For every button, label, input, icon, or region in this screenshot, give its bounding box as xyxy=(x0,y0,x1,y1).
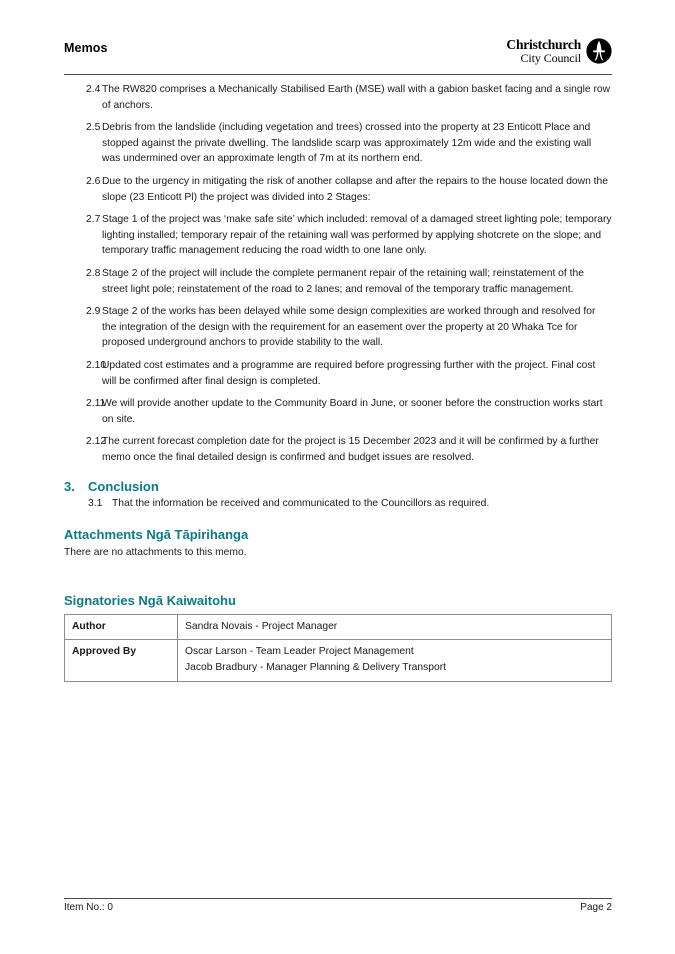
header-divider xyxy=(64,74,612,75)
paragraph-number: 2.7 xyxy=(86,214,101,226)
row-label: Approved By xyxy=(65,640,178,682)
row-label: Author xyxy=(65,614,178,639)
paragraph-number: 2.4 xyxy=(86,84,101,95)
numbered-paragraph xyxy=(64,82,612,113)
section-heading-signatories: Signatories Ngā Kaiwaitohu xyxy=(64,592,236,608)
page-title: Memos xyxy=(64,41,108,55)
numbered-paragraph xyxy=(64,396,612,427)
paragraph-number: 2.10 xyxy=(86,359,107,371)
footer-divider xyxy=(64,898,612,899)
paragraph-text: Updated cost estimates and a programme are required before progressing further with the project. Final cost will be confirmed after final design is completed. xyxy=(102,359,596,387)
paragraph-text: Stage 1 of the project was ‘make safe site’ which included: removal of a damaged street lighting pole; temporary lighting installed; temporary repair of the retaining wall was performed by applying shotcrete on the slope; and temporary traffic management reducing the road width to one lane only. xyxy=(102,214,612,257)
brand-name-line1: Christchurch xyxy=(506,37,581,52)
paragraph-number: 2.9 xyxy=(86,306,101,318)
paragraph-number: 2.8 xyxy=(86,267,101,279)
numbered-paragraph xyxy=(64,434,612,465)
section-label: Conclusion xyxy=(88,479,159,495)
numbered-paragraph xyxy=(64,358,612,389)
numbered-paragraph xyxy=(64,212,612,259)
table-row xyxy=(65,640,612,682)
christchurch-city-council-logo-icon xyxy=(586,38,612,64)
paragraph-text: Debris from the landslide (including vegetation and trees) crossed into the property at 23 Enticott Place and stopped against the private dwelling. The landslide scarp was approximately 12m wide and the existing wall was undermined over an approximate length of 7m at its northern end. xyxy=(102,122,592,165)
row-value xyxy=(178,640,612,682)
signatory-name: Oscar Larson - Team Leader Project Management xyxy=(185,646,414,658)
section-heading-conclusion xyxy=(64,479,612,494)
row-value xyxy=(178,614,612,639)
paragraph-number: 2.11 xyxy=(86,398,106,410)
footer-item-no: Item No.: 0 xyxy=(64,902,113,913)
paragraph-number: 2.5 xyxy=(86,122,101,134)
numbered-paragraph xyxy=(64,174,612,205)
paragraph-text: The RW820 comprises a Mechanically Stabilised Earth (MSE) wall with a gabion basket facing and a single row of anchors. xyxy=(102,84,611,111)
page-footer xyxy=(64,902,612,913)
paragraph-number: 2.6 xyxy=(86,175,101,187)
numbered-paragraph xyxy=(64,266,612,297)
brand-logo-block xyxy=(506,38,612,64)
document-body xyxy=(64,82,612,682)
paragraph-number: 2.12 xyxy=(86,436,107,448)
paragraph-text: We will provide another update to the Community Board in June, or sooner before the construction works start on site. xyxy=(102,398,603,425)
section-number: 3. xyxy=(64,479,75,495)
signatory-name: Jacob Bradbury - Manager Planning & Delivery Transport xyxy=(185,662,446,674)
paragraph-text: Stage 2 of the project will include the complete permanent repair of the retaining wall; reinstatement of the street light pole; reinstatement of the road to 2 lanes; and removal of the temporary traffic management. xyxy=(102,267,584,295)
paragraph-text: Due to the urgency in mitigating the risk of another collapse and after the repairs to the house located down the slope (23 Enticott Pl) the project was divided into 2 Stages: xyxy=(102,175,609,203)
paragraph-text: The current forecast completion date for the project is 15 December 2023 and it will be confirmed by a further memo once the final detailed design is confirmed and budget issues are resolved. xyxy=(102,436,599,463)
paragraph-text: That the information be received and communicated to the Councillors as required. xyxy=(112,498,490,510)
signatories-table xyxy=(64,614,612,682)
page-header xyxy=(64,38,612,72)
numbered-paragraph xyxy=(64,304,612,351)
paragraph-number: 3.1 xyxy=(88,498,103,510)
section-heading-attachments: Attachments Ngā Tāpirihanga xyxy=(64,527,249,543)
paragraph-text: Stage 2 of the works has been delayed while some design complexities are worked through and resolved for the integration of the design with the requirement for an easement over the property at 20 Whaka Tce for proposed underground anchors to provide stability to the wall. xyxy=(102,306,596,349)
table-row xyxy=(65,614,612,639)
signatory-name: Sandra Novais - Project Manager xyxy=(185,620,338,632)
brand-name-line2: City Council xyxy=(520,50,581,65)
numbered-paragraph xyxy=(64,496,612,512)
brand-text xyxy=(506,38,581,64)
attachments-text: There are no attachments to this memo. xyxy=(64,547,247,559)
numbered-paragraph xyxy=(64,120,612,167)
footer-page-number: Page 2 xyxy=(580,902,612,913)
